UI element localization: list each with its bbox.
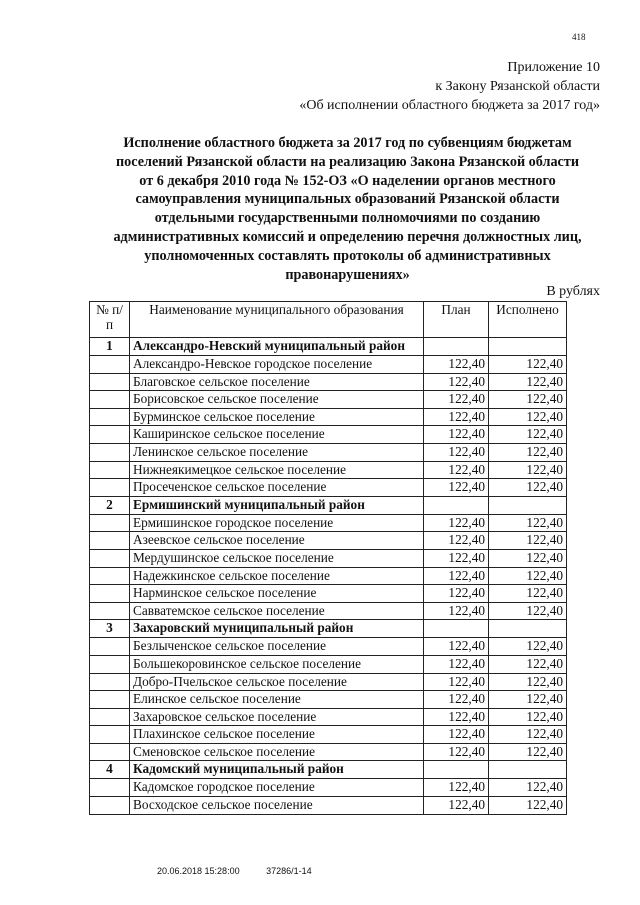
page-number: 418 — [572, 32, 586, 42]
plan-value: 122,40 — [424, 602, 489, 620]
executed-value: 122,40 — [489, 638, 567, 656]
municipality-name: Азеевское сельское поселение — [130, 532, 424, 550]
district-row — [90, 761, 567, 779]
executed-value — [489, 620, 567, 638]
currency-unit: В рублях — [546, 284, 600, 299]
plan-value — [424, 761, 489, 779]
municipality-name: Кадомское городское поселение — [130, 779, 424, 797]
executed-value: 122,40 — [489, 726, 567, 744]
executed-value: 122,40 — [489, 443, 567, 461]
municipality-name: Савватемское сельское поселение — [130, 602, 424, 620]
row-number — [90, 743, 130, 761]
header-executed: Исполнено — [489, 302, 567, 338]
executed-value: 122,40 — [489, 532, 567, 550]
row-number: 3 — [90, 620, 130, 638]
executed-value: 122,40 — [489, 673, 567, 691]
table-row — [90, 356, 567, 374]
district-row — [90, 620, 567, 638]
plan-value: 122,40 — [424, 726, 489, 744]
executed-value: 122,40 — [489, 708, 567, 726]
plan-value: 122,40 — [424, 408, 489, 426]
executed-value: 122,40 — [489, 691, 567, 709]
table-row — [90, 391, 567, 409]
row-number — [90, 373, 130, 391]
plan-value: 122,40 — [424, 638, 489, 656]
executed-value: 122,40 — [489, 743, 567, 761]
plan-value: 122,40 — [424, 655, 489, 673]
executed-value: 122,40 — [489, 373, 567, 391]
table-row — [90, 373, 567, 391]
table-row — [90, 426, 567, 444]
table-row — [90, 479, 567, 497]
row-number — [90, 356, 130, 374]
plan-value: 122,40 — [424, 743, 489, 761]
header-name: Наименование муниципального образования — [130, 302, 424, 338]
plan-value: 122,40 — [424, 479, 489, 497]
municipality-name: Добро-Пчельское сельское поселение — [130, 673, 424, 691]
municipality-name: Захаровский муниципальный район — [130, 620, 424, 638]
plan-value: 122,40 — [424, 708, 489, 726]
plan-value: 122,40 — [424, 391, 489, 409]
table-row — [90, 673, 567, 691]
row-number — [90, 567, 130, 585]
plan-value: 122,40 — [424, 426, 489, 444]
executed-value: 122,40 — [489, 461, 567, 479]
row-number — [90, 691, 130, 709]
budget-table — [89, 301, 567, 815]
title-line: отдельными государственными полномочиями по созданию — [154, 210, 541, 227]
executed-value: 122,40 — [489, 567, 567, 585]
municipality-name: Нижнеякимецкое сельское поселение — [130, 461, 424, 479]
plan-value: 122,40 — [424, 514, 489, 532]
row-number — [90, 673, 130, 691]
plan-value: 122,40 — [424, 691, 489, 709]
row-number — [90, 514, 130, 532]
executed-value: 122,40 — [489, 356, 567, 374]
row-number — [90, 408, 130, 426]
row-number — [90, 602, 130, 620]
plan-value: 122,40 — [424, 673, 489, 691]
title-line: уполномоченных составлять протоколы об административных — [144, 247, 551, 264]
table-row — [90, 797, 567, 815]
row-number — [90, 585, 130, 603]
title-line: от 6 декабря 2010 года № 152-ОЗ «О наделении органов местного — [139, 172, 556, 189]
municipality-name: Бурминское сельское поселение — [130, 408, 424, 426]
row-number — [90, 638, 130, 656]
table-row — [90, 708, 567, 726]
district-row — [90, 496, 567, 514]
table-row — [90, 567, 567, 585]
plan-value: 122,40 — [424, 779, 489, 797]
plan-value: 122,40 — [424, 461, 489, 479]
appendix-line-1: Приложение 10 — [507, 60, 600, 75]
table-row — [90, 726, 567, 744]
appendix-line-3: «Об исполнении областного бюджета за 2017 год» — [299, 98, 600, 113]
municipality-name: Захаровское сельское поселение — [130, 708, 424, 726]
row-number — [90, 391, 130, 409]
municipality-name: Благовское сельское поселение — [130, 373, 424, 391]
row-number — [90, 726, 130, 744]
table-row — [90, 779, 567, 797]
table-row — [90, 443, 567, 461]
municipality-name: Мердушинское сельское поселение — [130, 549, 424, 567]
municipality-name: Каширинское сельское поселение — [130, 426, 424, 444]
row-number — [90, 779, 130, 797]
row-number — [90, 549, 130, 567]
municipality-name: Ермишинское городское поселение — [130, 514, 424, 532]
municipality-name: Просеченское сельское поселение — [130, 479, 424, 497]
row-number — [90, 426, 130, 444]
title-line: поселений Рязанской области на реализацию Закона Рязанской области — [115, 153, 580, 170]
executed-value: 122,40 — [489, 514, 567, 532]
plan-value: 122,40 — [424, 443, 489, 461]
municipality-name: Борисовское сельское поселение — [130, 391, 424, 409]
district-row — [90, 338, 567, 356]
table-body — [90, 338, 567, 815]
row-number — [90, 708, 130, 726]
table-row — [90, 638, 567, 656]
municipality-name: Восходское сельское поселение — [130, 797, 424, 815]
executed-value: 122,40 — [489, 797, 567, 815]
header-no: № п/п — [90, 302, 130, 338]
executed-value: 122,40 — [489, 391, 567, 409]
table-row — [90, 532, 567, 550]
municipality-name: Кадомский муниципальный район — [130, 761, 424, 779]
table-row — [90, 549, 567, 567]
row-number — [90, 797, 130, 815]
table-row — [90, 585, 567, 603]
table-row — [90, 461, 567, 479]
executed-value — [489, 338, 567, 356]
row-number: 2 — [90, 496, 130, 514]
municipality-name: Александро-Невское городское поселение — [130, 356, 424, 374]
row-number — [90, 443, 130, 461]
municipality-name: Ленинское сельское поселение — [130, 443, 424, 461]
municipality-name: Сменовское сельское поселение — [130, 743, 424, 761]
row-number — [90, 655, 130, 673]
row-number: 1 — [90, 338, 130, 356]
footer-timestamp: 20.06.2018 15:28:00 — [157, 866, 240, 876]
plan-value — [424, 338, 489, 356]
table-row — [90, 691, 567, 709]
table-row — [90, 408, 567, 426]
plan-value: 122,40 — [424, 549, 489, 567]
municipality-name: Большекоровинское сельское поселение — [130, 655, 424, 673]
title-line: правонарушениях» — [285, 266, 410, 283]
plan-value: 122,40 — [424, 567, 489, 585]
table-row — [90, 602, 567, 620]
footer-doc-id: 37286/1-14 — [266, 866, 312, 876]
plan-value — [424, 496, 489, 514]
plan-value — [424, 620, 489, 638]
executed-value — [489, 761, 567, 779]
table-row — [90, 514, 567, 532]
executed-value: 122,40 — [489, 426, 567, 444]
appendix-line-2: к Закону Рязанской области — [435, 79, 600, 94]
table-header-row — [90, 302, 567, 338]
municipality-name: Надежкинское сельское поселение — [130, 567, 424, 585]
row-number: 4 — [90, 761, 130, 779]
appendix-header — [200, 58, 600, 115]
executed-value: 122,40 — [489, 779, 567, 797]
plan-value: 122,40 — [424, 585, 489, 603]
municipality-name: Александро-Невский муниципальный район — [130, 338, 424, 356]
row-number — [90, 461, 130, 479]
header-plan: План — [424, 302, 489, 338]
table-row — [90, 743, 567, 761]
municipality-name: Ермишинский муниципальный район — [130, 496, 424, 514]
footer — [157, 866, 336, 876]
executed-value: 122,40 — [489, 479, 567, 497]
title-line: административных комиссий и определению перечня должностных лиц, — [113, 228, 582, 245]
row-number — [90, 532, 130, 550]
table-row — [90, 655, 567, 673]
municipality-name: Елинское сельское поселение — [130, 691, 424, 709]
executed-value: 122,40 — [489, 408, 567, 426]
municipality-name: Нарминское сельское поселение — [130, 585, 424, 603]
executed-value — [489, 496, 567, 514]
document-title — [80, 134, 615, 284]
plan-value: 122,40 — [424, 797, 489, 815]
plan-value: 122,40 — [424, 373, 489, 391]
executed-value: 122,40 — [489, 549, 567, 567]
executed-value: 122,40 — [489, 585, 567, 603]
plan-value: 122,40 — [424, 356, 489, 374]
municipality-name: Плахинское сельское поселение — [130, 726, 424, 744]
executed-value: 122,40 — [489, 655, 567, 673]
executed-value: 122,40 — [489, 602, 567, 620]
plan-value: 122,40 — [424, 532, 489, 550]
municipality-name: Безлыченское сельское поселение — [130, 638, 424, 656]
title-line: самоуправления муниципальных образований Рязанской области — [135, 191, 560, 208]
title-line: Исполнение областного бюджета за 2017 год по субвенциям бюджетам — [123, 135, 572, 151]
row-number — [90, 479, 130, 497]
